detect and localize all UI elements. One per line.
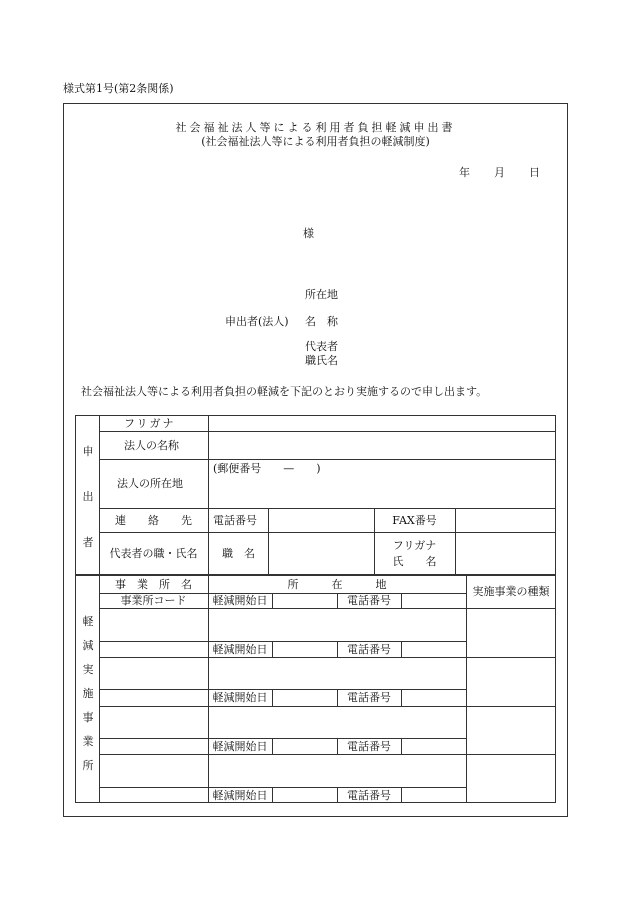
form-subtitle: (社会福祉法人等による利用者負担の軽減制度) [201, 135, 430, 148]
phone-label-0: 電話番号 [347, 594, 391, 607]
full-name-label: 氏 名 [392, 555, 437, 568]
date-day: 日 [529, 166, 540, 179]
form-reference: 様式第1号(第2条関係) [63, 82, 174, 95]
start-date-label-2: 軽減開始日 [212, 691, 268, 704]
start-date-label-4: 軽減開始日 [212, 788, 268, 802]
phone-label-3: 電話番号 [347, 739, 391, 753]
representative-label: 代表者 [305, 340, 338, 353]
office-side-char-4: 施 [82, 687, 94, 700]
date-month: 月 [494, 166, 505, 179]
applicant-label: 申出者(法人) [225, 315, 289, 328]
corp-name-label-cell: 法人の名称 [124, 438, 179, 452]
phone-label: 電話番号 [213, 513, 257, 527]
phone-label-1: 電話番号 [347, 642, 391, 656]
office-side-char-7: 所 [82, 759, 94, 772]
fax-label: FAX番号 [392, 513, 437, 527]
start-date-label-1: 軽減開始日 [212, 642, 268, 656]
declaration-text: 社会福祉法人等による利用者負担の軽減を下記のとおり実施するので申し出ます。 [81, 385, 488, 398]
office-side-char-1: 軽 [82, 615, 94, 628]
location-header: 所 在 地 [287, 577, 387, 591]
applicant-side-char-3: 者 [82, 536, 94, 549]
furigana2-label: フリガナ [392, 539, 437, 552]
date-year: 年 [459, 166, 470, 179]
start-date-label-0: 軽減開始日 [212, 594, 268, 607]
corp-name-label: 名 称 [305, 315, 338, 328]
applicant-side-char-2: 出 [82, 490, 94, 503]
applicant-side-char-1: 申 [82, 445, 94, 458]
office-side-char-5: 事 [82, 711, 94, 724]
service-type-header: 実施事業の種類 [472, 585, 550, 598]
phone-label-2: 電話番号 [347, 691, 391, 704]
contact-label: 連 絡 先 [115, 513, 192, 527]
position-label: 職 名 [222, 547, 255, 560]
office-code-header: 事業所コード [120, 594, 187, 607]
corp-address-label: 法人の所在地 [117, 477, 183, 490]
address-label: 所在地 [305, 288, 338, 301]
office-side-char-6: 業 [82, 735, 94, 748]
office-side-char-2: 減 [82, 639, 94, 652]
representative-title-label: 代表者の職・氏名 [109, 547, 198, 560]
representative-name-label: 職氏名 [305, 354, 338, 367]
addressee-honorific: 様 [303, 227, 314, 240]
postal-code-field[interactable]: (郵便番号 — ) [213, 462, 321, 475]
start-date-label-3: 軽減開始日 [212, 739, 268, 753]
office-name-header: 事 業 所 名 [115, 577, 192, 591]
furigana-label: フリガナ [124, 416, 176, 430]
phone-label-4: 電話番号 [347, 788, 391, 802]
office-side-char-3: 実 [82, 663, 94, 676]
form-title: 社会福祉法人等による利用者負担軽減申出書 [175, 121, 456, 134]
